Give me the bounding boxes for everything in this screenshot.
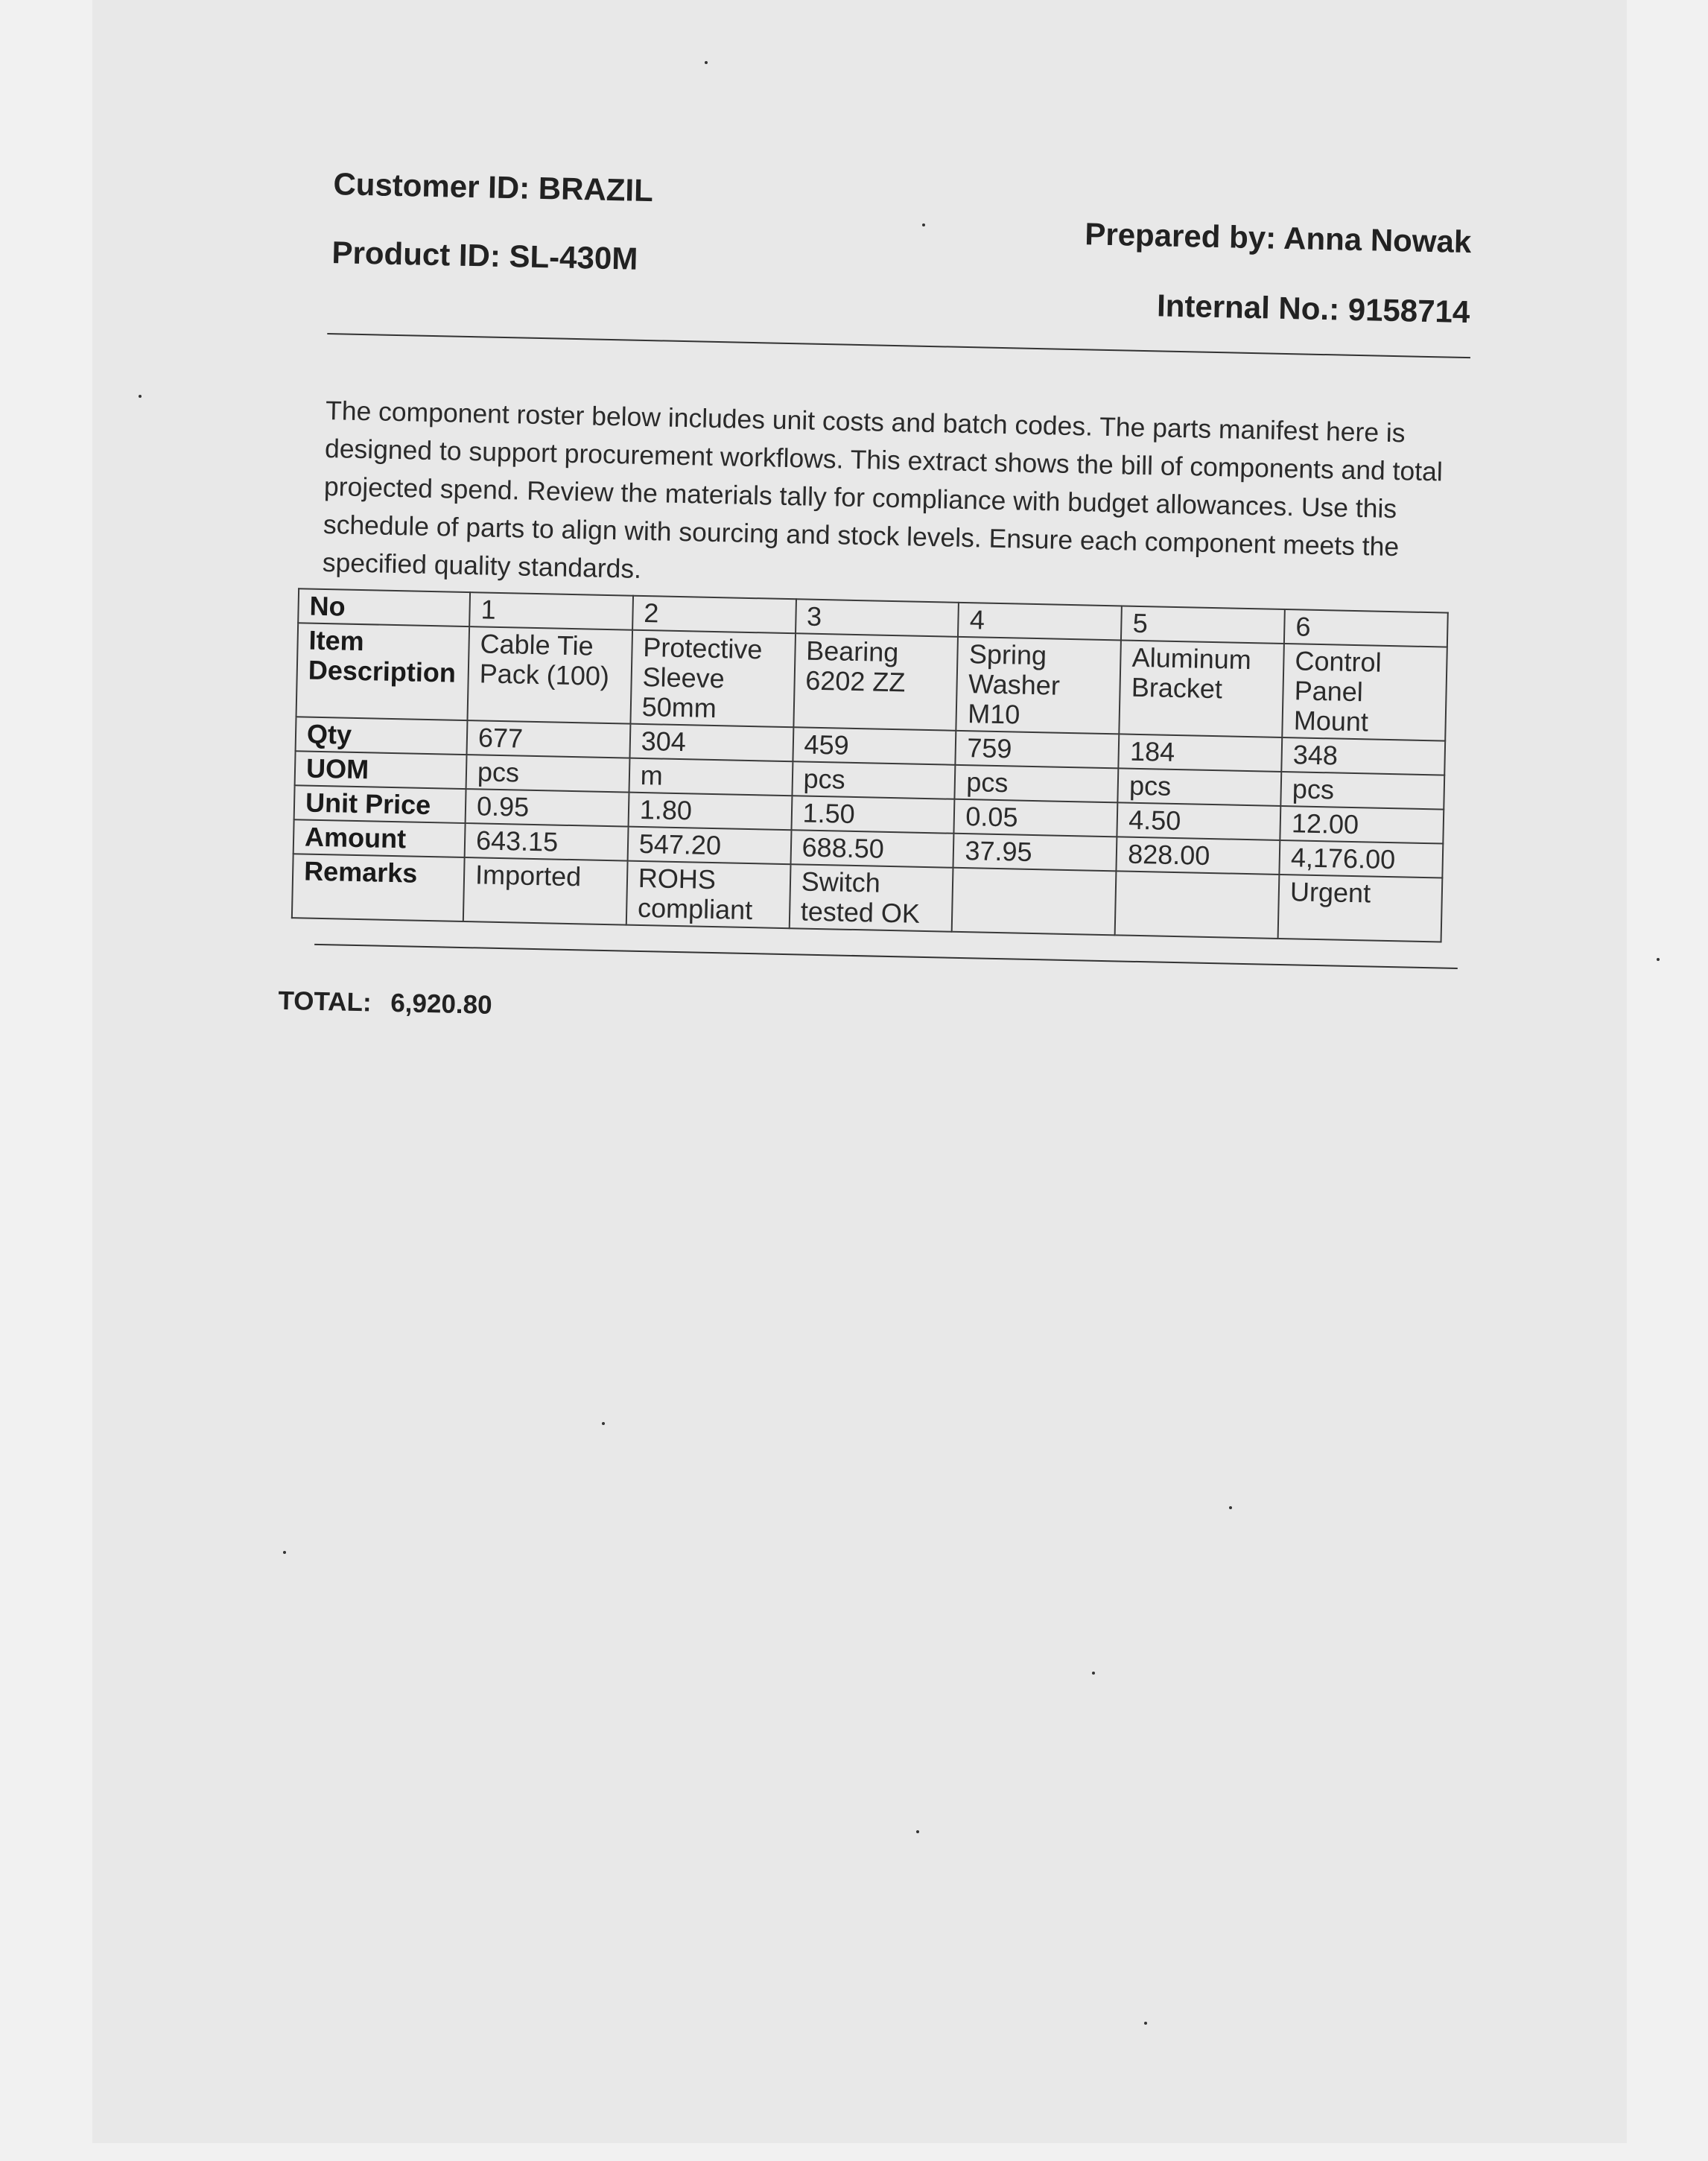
table-cell: 37.95 (953, 834, 1117, 872)
table-cell: 459 (793, 727, 956, 765)
internal-number-label: Internal No.: (1156, 288, 1340, 327)
table-cell: Bearing 6202 ZZ (793, 633, 958, 731)
table-cell: 759 (956, 731, 1120, 769)
scan-speck (705, 61, 708, 64)
table-cell: pcs (466, 755, 630, 793)
product-id (331, 235, 638, 277)
header-divider (327, 333, 1470, 358)
internal-number-value: 9158714 (1347, 291, 1470, 330)
row-label: Unit Price (294, 785, 466, 823)
table-cell: 304 (629, 724, 793, 762)
table-cell: ROHS compliant (626, 861, 791, 929)
product-id-value: SL-430M (509, 238, 638, 276)
total-line (278, 986, 492, 1021)
table-cell: 0.05 (954, 799, 1118, 837)
row-label: No (298, 588, 470, 626)
table-cell: 643.15 (465, 823, 629, 861)
table-cell: 547.20 (627, 827, 791, 865)
customer-id-label: Customer ID: (333, 166, 530, 206)
total-value: 6,920.80 (390, 988, 492, 1020)
table-cell: 3 (796, 599, 959, 637)
scan-speck (1092, 1672, 1095, 1675)
intro-paragraph: The component roster below includes unit costs and batch codes. The parts manifest here is designed to support procurement workflows. This extract shows the bill of components and total projected spend. Review the materials tally for compliance with budget allowances. Use this schedule of parts to align with sourcing and stock levels. Ensure each component meets the specified quality standards. (322, 395, 1444, 584)
table-divider (314, 944, 1458, 969)
table-cell: 184 (1119, 734, 1283, 772)
table-cell: pcs (792, 761, 956, 799)
table-cell: 4,176.00 (1280, 840, 1444, 878)
table-cell: Control Panel Mount (1282, 644, 1447, 741)
table-cell: Imported (463, 857, 628, 925)
table-cell: 348 (1281, 737, 1445, 775)
table-cell: Urgent (1278, 875, 1443, 942)
scan-speck (1657, 958, 1660, 961)
table-cell: Aluminum Bracket (1120, 640, 1284, 737)
internal-number (1157, 288, 1470, 330)
table-cell: pcs (1280, 772, 1444, 810)
scan-speck (139, 395, 142, 398)
table-cell: 2 (632, 596, 796, 634)
table-cell: 677 (467, 720, 631, 758)
scan-speck (1144, 2022, 1147, 2025)
table-cell: 688.50 (790, 830, 954, 868)
table-cell: 6 (1284, 609, 1448, 647)
prepared-by-value: Anna Nowak (1283, 220, 1472, 260)
total-label: TOTAL: (278, 986, 372, 1018)
row-label: UOM (295, 751, 467, 789)
customer-id-value: BRAZIL (538, 170, 654, 209)
prepared-by-label: Prepared by: (1084, 216, 1277, 256)
table-cell: 1 (469, 592, 633, 630)
row-label: Qty (296, 717, 468, 755)
scan-speck (602, 1422, 605, 1425)
table-cell: Protective Sleeve 50mm (630, 630, 795, 728)
table-cell: Switch tested OK (789, 864, 953, 932)
product-id-label: Product ID: (331, 235, 501, 273)
table-cell: pcs (1118, 768, 1282, 806)
table-cell (1115, 871, 1280, 939)
table-cell (952, 868, 1117, 936)
table-cell: 5 (1121, 606, 1285, 644)
table-cell: 4.50 (1117, 802, 1281, 840)
table-cell: Cable Tie Pack (100) (467, 626, 632, 724)
table-cell: pcs (955, 765, 1119, 803)
table-cell: 4 (958, 603, 1122, 641)
customer-id (333, 166, 653, 209)
table-cell: 1.80 (628, 793, 792, 831)
row-label: Item Description (296, 623, 470, 720)
row-label: Amount (293, 819, 466, 857)
table-cell: 0.95 (466, 789, 629, 827)
scan-speck (922, 223, 925, 226)
scan-speck (1229, 1506, 1232, 1509)
components-table (291, 588, 1449, 942)
prepared-by (1085, 216, 1472, 260)
scan-speck (916, 1830, 919, 1833)
table-cell: m (629, 758, 793, 796)
scan-speck (283, 1551, 286, 1554)
row-label: Remarks (292, 854, 465, 921)
table-cell: 828.00 (1117, 837, 1280, 875)
table-cell: 1.50 (791, 796, 955, 834)
table-cell: 12.00 (1280, 806, 1444, 844)
table-cell: Spring Washer M10 (956, 637, 1121, 734)
